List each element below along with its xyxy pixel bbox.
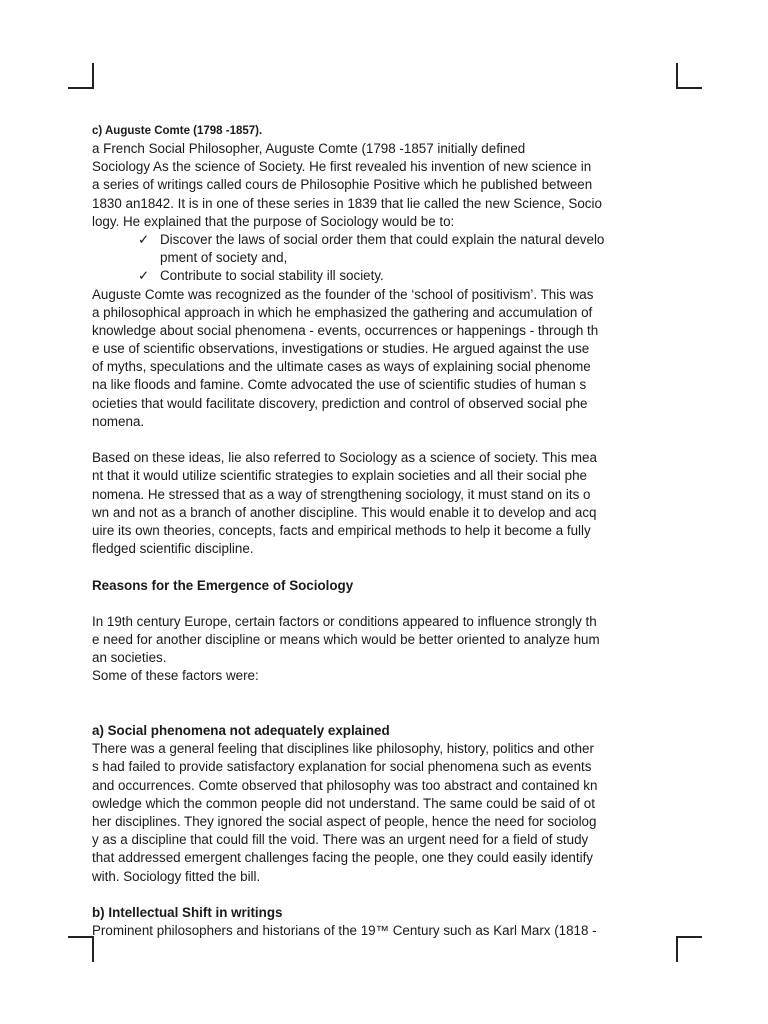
bullet-text: Contribute to social stability ill society. xyxy=(160,268,384,284)
checkmark-icon: ✓ xyxy=(138,268,150,284)
paragraph-gap xyxy=(92,595,682,613)
text-line: of myths, speculations and the ultimate cases as ways of explaining social phenome xyxy=(92,359,591,375)
crop-mark-top-right xyxy=(676,63,702,89)
text-line: a French Social Philosopher, Auguste Comte (1798 -1857 initially defined xyxy=(92,141,526,156)
text-line: nt that it would utilize scientific strategies to explain societies and all their social phe xyxy=(92,468,587,484)
document-page xyxy=(92,122,682,940)
reasons-heading: Reasons for the Emergence of Sociology xyxy=(92,577,354,593)
text-line: an societies. xyxy=(92,650,167,666)
text-line: a philosophical approach in which he emphasized the gathering and accumulation of xyxy=(92,304,593,320)
text-line: and occurrences. Comte observed that philosophy was too abstract and contained kn xyxy=(92,777,598,793)
text-line: a series of writings called cours de Philosophie Positive which he published between xyxy=(92,177,593,193)
text-line: Prominent philosophers and historians of the 19™ Century such as Karl Marx (1818 - xyxy=(92,923,597,939)
section-c-heading: c) Auguste Comte (1798 -1857). xyxy=(92,125,263,137)
text-line: Some of these factors were: xyxy=(92,668,259,684)
text-line: logy. He explained that the purpose of Sociology would be to: xyxy=(92,213,455,229)
paragraph-gap xyxy=(92,686,682,722)
text-line: ocieties that would facilitate discovery, prediction and control of observed social phe xyxy=(92,395,588,411)
text-line: with. Sociology fitted the bill. xyxy=(92,868,261,884)
text-line: Auguste Comte was recognized as the founder of the ‘school of positivism’. This was xyxy=(92,286,594,302)
paragraph-gap xyxy=(92,558,682,576)
text-line: nomena. He stressed that as a way of strengthening sociology, it must stand on its o xyxy=(92,486,591,502)
text-line: na like floods and famine. Comte advocated the use of scientific studies of human s xyxy=(92,377,587,393)
text-line: y as a discipline that could fill the void. There was an urgent need for a field of study xyxy=(92,832,589,848)
paragraph-gap xyxy=(92,886,682,904)
text-line: her disciplines. They ignored the social aspect of people, hence the need for sociolog xyxy=(92,813,597,829)
checkmark-icon: ✓ xyxy=(138,231,150,247)
section-a-heading: a) Social phenomena not adequately explained xyxy=(92,723,390,739)
text-line: e need for another discipline or means which would be better oriented to analyze hum xyxy=(92,632,600,648)
bullet-text: pment of society and, xyxy=(160,250,288,266)
bullet-text: Discover the laws of social order them that could explain the natural develo xyxy=(160,231,605,247)
bullet-item xyxy=(92,231,682,249)
text-line: fledged scientific discipline. xyxy=(92,541,254,557)
text-line: knowledge about social phenomena - events, occurrences or happenings - through th xyxy=(92,322,599,338)
section-b-heading: b) Intellectual Shift in writings xyxy=(92,904,283,920)
crop-mark-bottom-left xyxy=(68,936,94,962)
text-line: s had failed to provide satisfactory explanation for social phenomena such as events xyxy=(92,759,592,775)
text-line: owledge which the common people did not understand. The same could be said of ot xyxy=(92,795,595,811)
crop-mark-top-left xyxy=(68,63,94,89)
paragraph-gap xyxy=(92,431,682,449)
text-line: nomena. xyxy=(92,413,145,429)
text-line: that addressed emergent challenges facing the people, one they could easily identify xyxy=(92,850,593,866)
text-line: e use of scientific observations, investigations or studies. He argued against the use xyxy=(92,341,590,357)
text-line: uire its own theories, concepts, facts and empirical methods to help it become a fully xyxy=(92,522,591,538)
text-line: In 19th century Europe, certain factors or conditions appeared to influence strongly th xyxy=(92,613,597,629)
text-line: There was a general feeling that disciplines like philosophy, history, politics and other xyxy=(92,741,594,757)
text-line: wn and not as a branch of another discipline. This would enable it to develop and acq xyxy=(92,504,597,520)
text-line: Sociology As the science of Society. He first revealed his invention of new science in xyxy=(92,159,592,175)
bullet-item xyxy=(92,267,682,285)
text-line: Based on these ideas, lie also referred to Sociology as a science of society. This mea xyxy=(92,450,597,466)
text-line: 1830 an1842. It is in one of these series in 1839 that lie called the new Science, Socio xyxy=(92,195,602,211)
